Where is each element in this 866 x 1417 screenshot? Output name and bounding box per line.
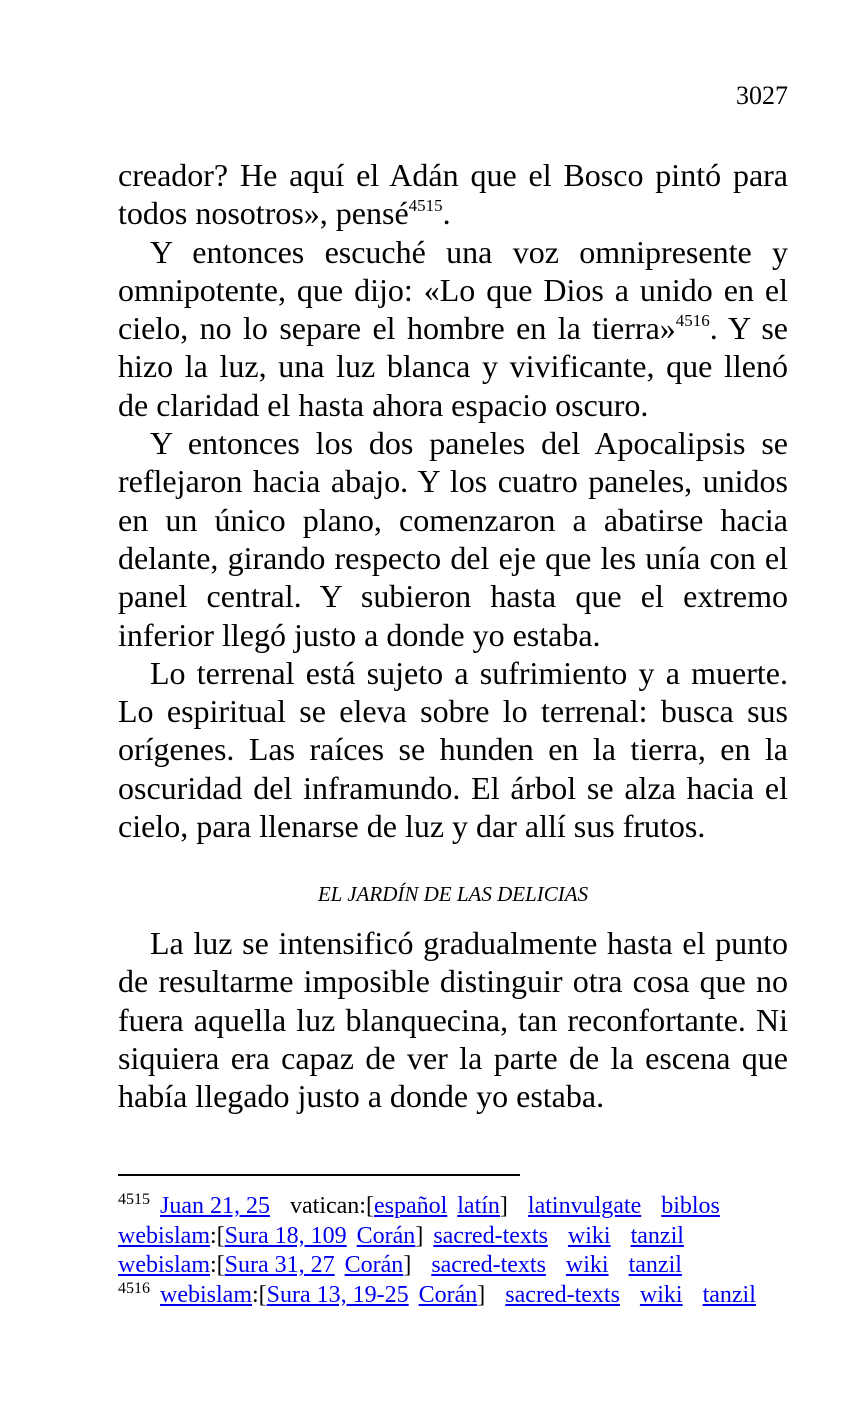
paragraph: La luz se intensificó gradualmente hasta el punto de resultarme imposible distinguir otra cosa que no fuera aquella luz blanquecina, tan reconfortante. Ni siquiera era capaz de ver la parte de la escena que había llegado justo a donde yo estaba.: [118, 925, 788, 1115]
footnote-label: ]: [403, 1252, 412, 1278]
paragraph-text: .: [442, 195, 451, 232]
footnote-link[interactable]: Corán: [344, 1252, 404, 1278]
footnote-ref[interactable]: 4515: [408, 196, 443, 216]
footnote-label: ]: [415, 1222, 424, 1249]
footnote-link[interactable]: wiki: [565, 1252, 609, 1278]
footnote-link[interactable]: latín: [457, 1193, 500, 1219]
paragraph: [118, 233, 788, 424]
footnote-link[interactable]: español: [373, 1193, 448, 1219]
footnote-link[interactable]: sacred-texts: [431, 1252, 546, 1278]
footnote-link[interactable]: sacred-texts: [505, 1281, 620, 1308]
paragraph-text: . Y se hizo la luz, una luz blanca y vivificante, que llenó de claridad el hasta ahora espacio oscuro.: [118, 310, 789, 423]
footnote-link[interactable]: webislam: [160, 1281, 252, 1308]
paragraph-text: Y entonces escuché una voz omnipresente y omnipotente, que dijo: «Lo que Dios a unido en el cielo, no lo separe el hombre en la tierra»: [118, 233, 788, 347]
footnote-link[interactable]: Corán: [356, 1222, 416, 1249]
section-heading: EL JARDÍN DE LAS DELICIAS: [317, 882, 589, 906]
footnote-link[interactable]: tanzil: [628, 1252, 682, 1278]
body-text-bottom: [118, 924, 788, 1115]
footnote-line: [118, 1192, 818, 1222]
footnote-ref[interactable]: 4516: [675, 311, 710, 331]
footnote-divider: [118, 1174, 520, 1176]
footnote-label: :[: [209, 1222, 225, 1249]
footnote-line: [118, 1222, 818, 1252]
footnote-link[interactable]: Corán: [418, 1281, 478, 1308]
footnote-label: vatican:[: [290, 1193, 374, 1219]
footnote-link[interactable]: tanzil: [630, 1222, 684, 1249]
footnote-label: ]: [477, 1281, 486, 1308]
paragraph: Lo terrenal está sujeto a sufrimiento y a muerte. Lo espiritual se eleva sobre lo terrenal: busca sus orígenes. Las raíces se hunden en la tierra, en la oscuridad del inframundo. El árbol se alza hacia el cielo, para llenarse de luz y dar allí sus frutos.: [118, 654, 788, 845]
footnote-line: [118, 1251, 818, 1281]
footnote-link[interactable]: sacred-texts: [433, 1222, 548, 1249]
footnote-link[interactable]: Juan 21, 25: [160, 1193, 270, 1219]
footnote-label: ]: [499, 1193, 508, 1219]
footnote-link[interactable]: tanzil: [702, 1281, 756, 1308]
footnote-link[interactable]: Sura 13, 19-25: [266, 1281, 409, 1308]
footnote-link[interactable]: Sura 18, 109: [224, 1222, 347, 1249]
paragraph: Y entonces los dos paneles del Apocalipsis se reflejaron hacia abajo. Y los cuatro paneles, unidos en un único plano, comenzaron a abatirse hacia delante, girando respecto del eje que les unía con el panel central. Y subieron hasta que el extremo inferior llegó justo a donde yo estaba.: [118, 425, 788, 653]
footnote-link[interactable]: webislam: [118, 1222, 210, 1249]
paragraph: [118, 156, 788, 233]
footnote-link[interactable]: biblos: [661, 1193, 720, 1219]
body-text-top: [118, 156, 788, 845]
page-number: 3027: [736, 81, 788, 110]
footnote-link[interactable]: Sura 31, 27: [224, 1252, 335, 1278]
footnote-label: :[: [251, 1281, 267, 1308]
footnote-line: [118, 1281, 818, 1311]
footnote-link[interactable]: wiki: [567, 1222, 611, 1249]
footnote-number: 4516: [118, 1279, 150, 1297]
footnote-number: 4515: [118, 1191, 150, 1208]
footnote-link[interactable]: webislam: [118, 1252, 210, 1278]
footnote-label: :[: [209, 1252, 225, 1278]
footnote-link[interactable]: wiki: [639, 1281, 683, 1308]
paragraph-text: creador? He aquí el Adán que el Bosco pintó para todos nosotros», pensé: [118, 157, 788, 232]
footnote-link[interactable]: latinvulgate: [527, 1193, 642, 1219]
footnotes: [118, 1192, 818, 1310]
